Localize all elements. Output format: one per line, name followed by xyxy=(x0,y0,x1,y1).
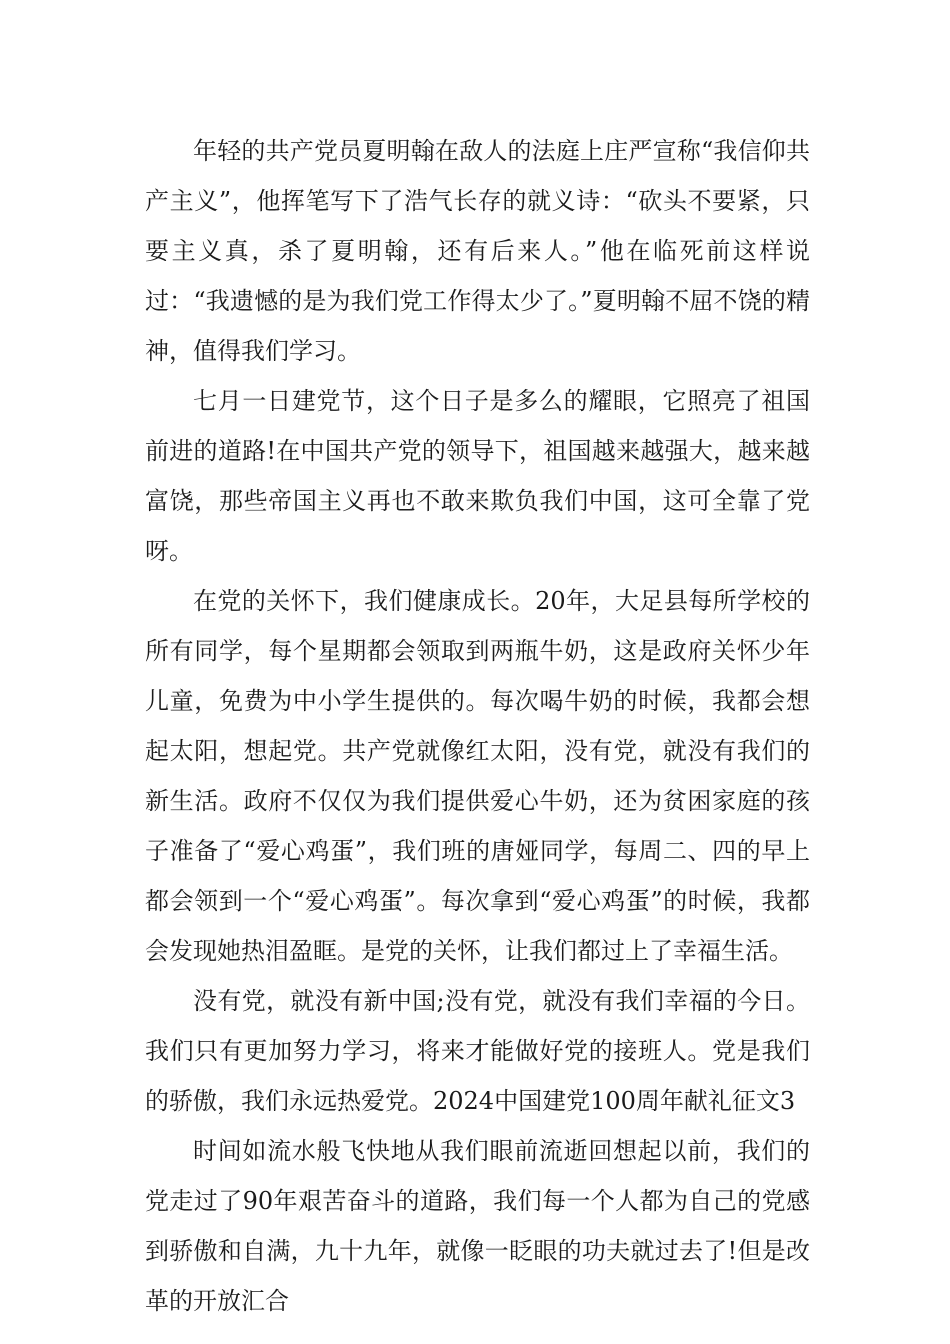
paragraph: 没有党，就没有新中国;没有党，就没有我们幸福的今日。我们只有更加努力学习，将来才能做好党的接班人。党是我们的骄傲，我们永远热爱党。2024中国建党100周年献礼征文3 xyxy=(145,987,810,1115)
paragraph: 在党的关怀下，我们健康成长。20年，大足县每所学校的所有同学，每个星期都会领取到两瓶牛奶，这是政府关怀少年儿童，免费为中小学生提供的。每次喝牛奶的时候，我都会想起太阳，想起党。共产党就像红太阳，没有党，就没有我们的新生活。政府不仅仅为我们提供爱心牛奶，还为贫困家庭的孩子准备了“爱心鸡蛋”，我们班的唐娅同学，每周二、四的早上都会领到一个“爱心鸡蛋”。每次拿到“爱心鸡蛋”的时候，我都会发现她热泪盈眶。是党的关怀，让我们都过上了幸福生活。 xyxy=(145,587,810,965)
paragraph: 七月一日建党节，这个日子是多么的耀眼，它照亮了祖国前进的道路!在中国共产党的领导下，祖国越来越强大，越来越富饶，那些帝国主义再也不敢来欺负我们中国，这可全靠了党呀。 xyxy=(145,387,810,565)
paragraph: 年轻的共产党员夏明翰在敌人的法庭上庄严宣称“我信仰共产主义”，他挥笔写下了浩气长存的就义诗：“砍头不要紧，只要主义真，杀了夏明翰，还有后来人。”他在临死前这样说过：“我遗憾的是为我们党工作得太少了。”夏明翰不屈不饶的精神，值得我们学习。 xyxy=(145,137,810,365)
document-body xyxy=(145,126,810,1326)
paragraph: 时间如流水般飞快地从我们眼前流逝回想起以前，我们的党走过了90年艰苦奋斗的道路，我们每一个人都为自己的党感到骄傲和自满，九十九年，就像一眨眼的功夫就过去了!但是改革的开放汇合 xyxy=(145,1137,810,1315)
